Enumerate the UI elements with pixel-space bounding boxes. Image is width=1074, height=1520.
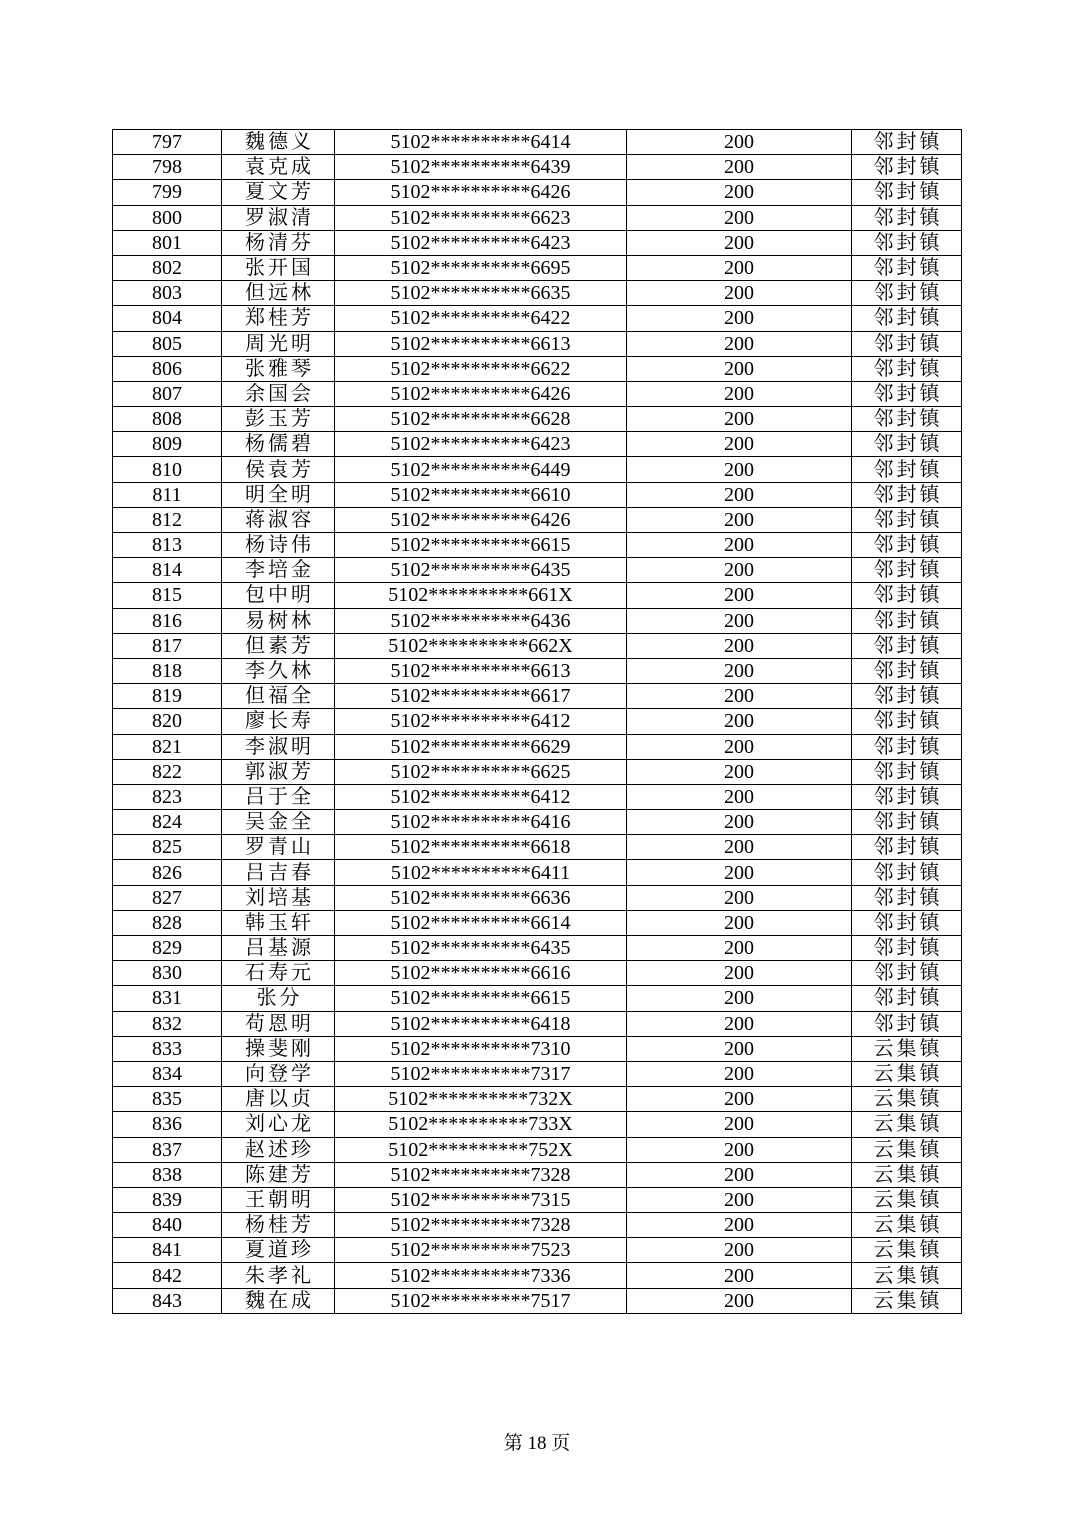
person-name-cell: 廖长寿 [222,709,335,734]
town-cell: 邻封镇 [852,608,962,633]
person-name-cell: 包中明 [222,583,335,608]
town-cell: 云集镇 [852,1213,962,1238]
amount-cell: 200 [627,1087,852,1112]
table-row [113,533,962,558]
id-number-cell: 5102**********733X [335,1112,627,1137]
table-row [113,306,962,331]
id-number-cell: 5102**********752X [335,1137,627,1162]
amount-cell: 200 [627,810,852,835]
person-name-cell: 吴金全 [222,810,335,835]
amount-cell: 200 [627,910,852,935]
amount-cell: 200 [627,482,852,507]
table-row [113,860,962,885]
town-cell: 邻封镇 [852,734,962,759]
table-row [113,709,962,734]
amount-cell: 200 [627,306,852,331]
table-row [113,608,962,633]
person-name-cell: 魏在成 [222,1288,335,1313]
row-number-cell: 825 [113,835,222,860]
person-name-cell: 李淑明 [222,734,335,759]
town-cell: 邻封镇 [852,155,962,180]
id-number-cell: 5102**********7310 [335,1036,627,1061]
row-number-cell: 800 [113,205,222,230]
row-number-cell: 837 [113,1137,222,1162]
amount-cell: 200 [627,381,852,406]
amount-cell: 200 [627,1162,852,1187]
row-number-cell: 822 [113,759,222,784]
id-number-cell: 5102**********6615 [335,986,627,1011]
person-name-cell: 王朝明 [222,1187,335,1212]
table-row [113,432,962,457]
amount-cell: 200 [627,734,852,759]
person-name-cell: 罗淑清 [222,205,335,230]
person-name-cell: 但远林 [222,281,335,306]
person-name-cell: 赵述珍 [222,1137,335,1162]
table-row [113,684,962,709]
person-name-cell: 郭淑芳 [222,759,335,784]
table-row [113,759,962,784]
table-row [113,1263,962,1288]
amount-cell: 200 [627,432,852,457]
id-number-cell: 5102**********6613 [335,331,627,356]
row-number-cell: 829 [113,936,222,961]
table-row [113,155,962,180]
amount-cell: 200 [627,784,852,809]
table-row [113,255,962,280]
amount-cell: 200 [627,1112,852,1137]
id-number-cell: 5102**********6411 [335,860,627,885]
town-cell: 邻封镇 [852,457,962,482]
person-name-cell: 杨诗伟 [222,533,335,558]
row-number-cell: 816 [113,608,222,633]
table-row [113,1137,962,1162]
id-number-cell: 5102**********6436 [335,608,627,633]
table-row [113,1087,962,1112]
id-number-cell: 5102**********7315 [335,1187,627,1212]
person-name-cell: 苟恩明 [222,1011,335,1036]
person-name-cell: 李培金 [222,558,335,583]
person-name-cell: 周光明 [222,331,335,356]
table-row [113,356,962,381]
town-cell: 邻封镇 [852,306,962,331]
id-number-cell: 5102**********7328 [335,1213,627,1238]
town-cell: 邻封镇 [852,835,962,860]
id-number-cell: 5102**********6426 [335,381,627,406]
amount-cell: 200 [627,608,852,633]
id-number-cell: 5102**********6449 [335,457,627,482]
id-number-cell: 5102**********7317 [335,1061,627,1086]
town-cell: 邻封镇 [852,936,962,961]
amount-cell: 200 [627,205,852,230]
person-name-cell: 易树林 [222,608,335,633]
town-cell: 云集镇 [852,1238,962,1263]
table-row [113,583,962,608]
id-number-cell: 5102**********6629 [335,734,627,759]
id-number-cell: 5102**********6435 [335,558,627,583]
table-row [113,230,962,255]
row-number-cell: 798 [113,155,222,180]
row-number-cell: 805 [113,331,222,356]
row-number-cell: 830 [113,961,222,986]
amount-cell: 200 [627,583,852,608]
town-cell: 邻封镇 [852,407,962,432]
amount-cell: 200 [627,1011,852,1036]
person-name-cell: 魏德义 [222,130,335,155]
town-cell: 邻封镇 [852,507,962,532]
id-number-cell: 5102**********6625 [335,759,627,784]
amount-cell: 200 [627,255,852,280]
amount-cell: 200 [627,633,852,658]
town-cell: 邻封镇 [852,180,962,205]
id-number-cell: 5102**********6414 [335,130,627,155]
person-name-cell: 杨桂芳 [222,1213,335,1238]
town-cell: 邻封镇 [852,759,962,784]
id-number-cell: 5102**********6439 [335,155,627,180]
person-name-cell: 余国会 [222,381,335,406]
row-number-cell: 821 [113,734,222,759]
person-name-cell: 杨儒碧 [222,432,335,457]
row-number-cell: 843 [113,1288,222,1313]
row-number-cell: 827 [113,885,222,910]
amount-cell: 200 [627,1187,852,1212]
row-number-cell: 809 [113,432,222,457]
town-cell: 云集镇 [852,1036,962,1061]
row-number-cell: 826 [113,860,222,885]
table-row [113,1112,962,1137]
person-name-cell: 蒋淑容 [222,507,335,532]
id-number-cell: 5102**********6615 [335,533,627,558]
row-number-cell: 839 [113,1187,222,1212]
id-number-cell: 5102**********6623 [335,205,627,230]
table-row [113,407,962,432]
id-number-cell: 5102**********6628 [335,407,627,432]
amount-cell: 200 [627,1263,852,1288]
row-number-cell: 838 [113,1162,222,1187]
table-row [113,205,962,230]
town-cell: 云集镇 [852,1061,962,1086]
person-name-cell: 向登学 [222,1061,335,1086]
amount-cell: 200 [627,885,852,910]
row-number-cell: 818 [113,658,222,683]
subsidy-list-table [112,129,962,1314]
id-number-cell: 5102**********6636 [335,885,627,910]
row-number-cell: 815 [113,583,222,608]
id-number-cell: 5102**********6418 [335,1011,627,1036]
person-name-cell: 罗青山 [222,835,335,860]
id-number-cell: 5102**********6422 [335,306,627,331]
town-cell: 云集镇 [852,1288,962,1313]
row-number-cell: 813 [113,533,222,558]
table-row [113,1288,962,1313]
id-number-cell: 5102**********6617 [335,684,627,709]
amount-cell: 200 [627,961,852,986]
id-number-cell: 5102**********6426 [335,507,627,532]
person-name-cell: 彭玉芳 [222,407,335,432]
row-number-cell: 801 [113,230,222,255]
row-number-cell: 841 [113,1238,222,1263]
table-row [113,180,962,205]
table-row [113,1011,962,1036]
id-number-cell: 5102**********6614 [335,910,627,935]
town-cell: 邻封镇 [852,684,962,709]
person-name-cell: 朱孝礼 [222,1263,335,1288]
row-number-cell: 808 [113,407,222,432]
person-name-cell: 操斐刚 [222,1036,335,1061]
amount-cell: 200 [627,130,852,155]
row-number-cell: 807 [113,381,222,406]
table-row [113,986,962,1011]
row-number-cell: 824 [113,810,222,835]
table-row [113,835,962,860]
amount-cell: 200 [627,658,852,683]
amount-cell: 200 [627,558,852,583]
amount-cell: 200 [627,1288,852,1313]
id-number-cell: 5102**********6416 [335,810,627,835]
id-number-cell: 5102**********6622 [335,356,627,381]
town-cell: 邻封镇 [852,255,962,280]
table-row [113,381,962,406]
town-cell: 邻封镇 [852,1011,962,1036]
table-row [113,885,962,910]
id-number-cell: 5102**********6435 [335,936,627,961]
amount-cell: 200 [627,356,852,381]
row-number-cell: 811 [113,482,222,507]
id-number-cell: 5102**********6423 [335,432,627,457]
table-row [113,281,962,306]
row-number-cell: 804 [113,306,222,331]
row-number-cell: 823 [113,784,222,809]
id-number-cell: 5102**********6412 [335,709,627,734]
town-cell: 邻封镇 [852,230,962,255]
id-number-cell: 5102**********6635 [335,281,627,306]
table-row [113,1036,962,1061]
amount-cell: 200 [627,281,852,306]
town-cell: 邻封镇 [852,961,962,986]
row-number-cell: 814 [113,558,222,583]
row-number-cell: 833 [113,1036,222,1061]
id-number-cell: 5102**********7336 [335,1263,627,1288]
town-cell: 邻封镇 [852,633,962,658]
person-name-cell: 但福全 [222,684,335,709]
table-row [113,936,962,961]
amount-cell: 200 [627,331,852,356]
amount-cell: 200 [627,180,852,205]
town-cell: 邻封镇 [852,784,962,809]
table-row [113,961,962,986]
id-number-cell: 5102**********732X [335,1087,627,1112]
town-cell: 邻封镇 [852,885,962,910]
amount-cell: 200 [627,1238,852,1263]
row-number-cell: 842 [113,1263,222,1288]
id-number-cell: 5102**********6616 [335,961,627,986]
row-number-cell: 836 [113,1112,222,1137]
table-row [113,910,962,935]
person-name-cell: 吕基源 [222,936,335,961]
town-cell: 邻封镇 [852,482,962,507]
table-row [113,1162,962,1187]
person-name-cell: 吕吉春 [222,860,335,885]
id-number-cell: 5102**********7328 [335,1162,627,1187]
id-number-cell: 5102**********6412 [335,784,627,809]
id-number-cell: 5102**********6613 [335,658,627,683]
id-number-cell: 5102**********662X [335,633,627,658]
table-row [113,734,962,759]
person-name-cell: 韩玉轩 [222,910,335,935]
person-name-cell: 唐以贞 [222,1087,335,1112]
town-cell: 云集镇 [852,1112,962,1137]
table-row [113,482,962,507]
row-number-cell: 810 [113,457,222,482]
person-name-cell: 明全明 [222,482,335,507]
amount-cell: 200 [627,407,852,432]
table-row [113,558,962,583]
town-cell: 云集镇 [852,1187,962,1212]
row-number-cell: 840 [113,1213,222,1238]
town-cell: 邻封镇 [852,709,962,734]
amount-cell: 200 [627,1061,852,1086]
row-number-cell: 819 [113,684,222,709]
amount-cell: 200 [627,507,852,532]
amount-cell: 200 [627,684,852,709]
amount-cell: 200 [627,230,852,255]
amount-cell: 200 [627,1137,852,1162]
person-name-cell: 张分 [222,986,335,1011]
town-cell: 云集镇 [852,1263,962,1288]
town-cell: 邻封镇 [852,281,962,306]
id-number-cell: 5102**********7517 [335,1288,627,1313]
person-name-cell: 石寿元 [222,961,335,986]
id-number-cell: 5102**********661X [335,583,627,608]
town-cell: 邻封镇 [852,533,962,558]
town-cell: 邻封镇 [852,583,962,608]
town-cell: 邻封镇 [852,658,962,683]
person-name-cell: 吕于全 [222,784,335,809]
table-row [113,810,962,835]
row-number-cell: 835 [113,1087,222,1112]
person-name-cell: 陈建芳 [222,1162,335,1187]
table-row [113,1061,962,1086]
person-name-cell: 夏道珍 [222,1238,335,1263]
id-number-cell: 5102**********6426 [335,180,627,205]
id-number-cell: 5102**********6695 [335,255,627,280]
id-number-cell: 5102**********6618 [335,835,627,860]
table-row [113,130,962,155]
town-cell: 邻封镇 [852,910,962,935]
amount-cell: 200 [627,835,852,860]
row-number-cell: 802 [113,255,222,280]
table-row [113,658,962,683]
amount-cell: 200 [627,155,852,180]
amount-cell: 200 [627,936,852,961]
row-number-cell: 803 [113,281,222,306]
person-name-cell: 刘心龙 [222,1112,335,1137]
town-cell: 邻封镇 [852,558,962,583]
town-cell: 邻封镇 [852,986,962,1011]
person-name-cell: 杨清芬 [222,230,335,255]
town-cell: 邻封镇 [852,356,962,381]
table-row [113,331,962,356]
id-number-cell: 5102**********6423 [335,230,627,255]
town-cell: 云集镇 [852,1087,962,1112]
table-row [113,1187,962,1212]
row-number-cell: 797 [113,130,222,155]
table-row [113,784,962,809]
person-name-cell: 袁克成 [222,155,335,180]
person-name-cell: 但素芳 [222,633,335,658]
person-name-cell: 夏文芳 [222,180,335,205]
town-cell: 邻封镇 [852,810,962,835]
town-cell: 邻封镇 [852,130,962,155]
row-number-cell: 806 [113,356,222,381]
row-number-cell: 817 [113,633,222,658]
person-name-cell: 侯袁芳 [222,457,335,482]
row-number-cell: 831 [113,986,222,1011]
table-row [113,1213,962,1238]
table-row [113,507,962,532]
amount-cell: 200 [627,759,852,784]
person-name-cell: 张开国 [222,255,335,280]
amount-cell: 200 [627,709,852,734]
amount-cell: 200 [627,533,852,558]
town-cell: 邻封镇 [852,381,962,406]
row-number-cell: 828 [113,910,222,935]
row-number-cell: 799 [113,180,222,205]
row-number-cell: 812 [113,507,222,532]
town-cell: 邻封镇 [852,331,962,356]
table-body [113,130,962,1314]
town-cell: 云集镇 [852,1162,962,1187]
town-cell: 邻封镇 [852,205,962,230]
town-cell: 云集镇 [852,1137,962,1162]
amount-cell: 200 [627,457,852,482]
table-row [113,457,962,482]
id-number-cell: 5102**********7523 [335,1238,627,1263]
amount-cell: 200 [627,1213,852,1238]
row-number-cell: 832 [113,1011,222,1036]
amount-cell: 200 [627,986,852,1011]
person-name-cell: 张雅琴 [222,356,335,381]
id-number-cell: 5102**********6610 [335,482,627,507]
amount-cell: 200 [627,1036,852,1061]
person-name-cell: 李久林 [222,658,335,683]
town-cell: 邻封镇 [852,432,962,457]
table-row [113,633,962,658]
person-name-cell: 郑桂芳 [222,306,335,331]
amount-cell: 200 [627,860,852,885]
town-cell: 邻封镇 [852,860,962,885]
person-name-cell: 刘培基 [222,885,335,910]
row-number-cell: 820 [113,709,222,734]
row-number-cell: 834 [113,1061,222,1086]
page-number: 第 18 页 [503,1433,571,1454]
table-row [113,1238,962,1263]
